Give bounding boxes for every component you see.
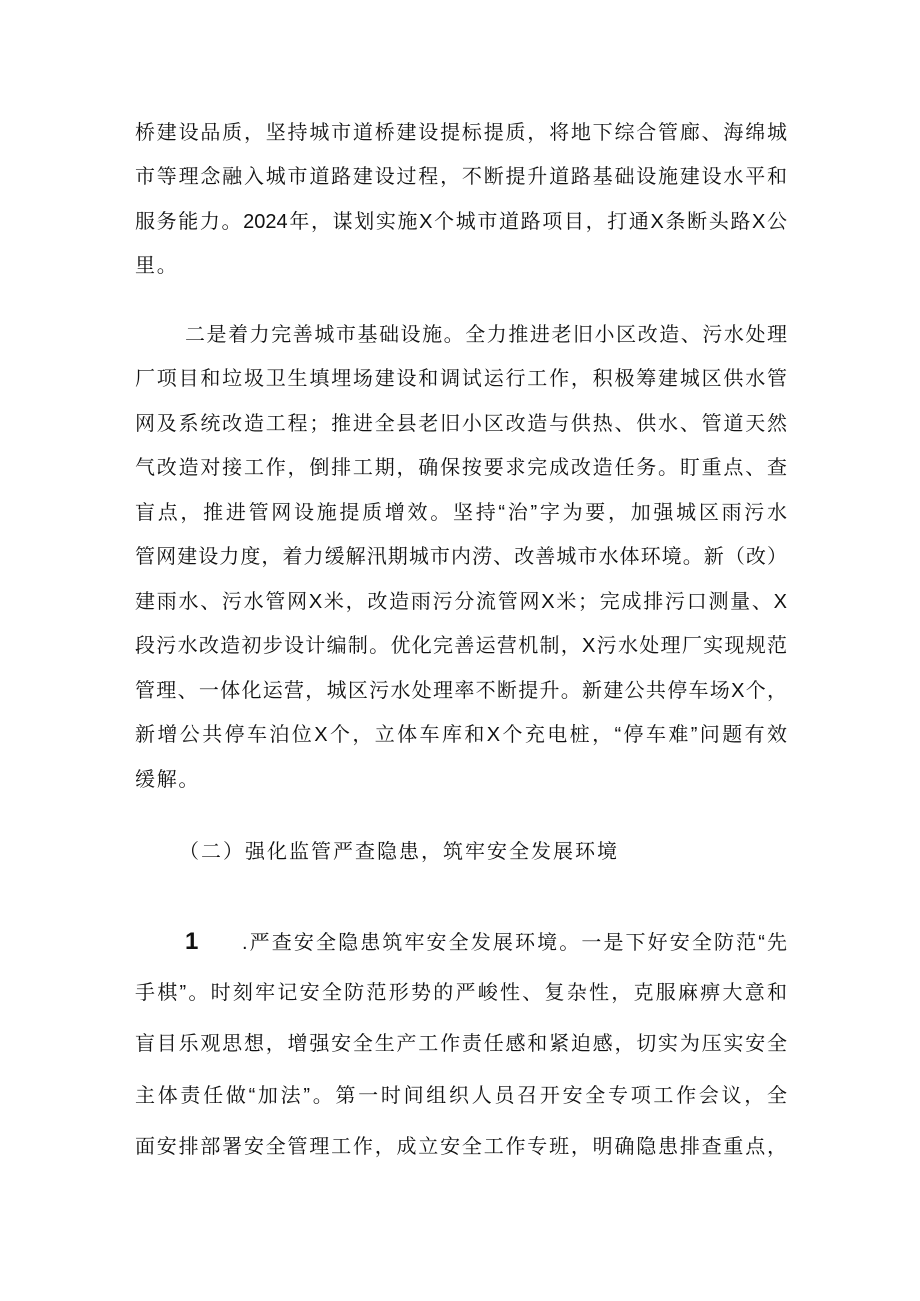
text-line: 网及系统改造工程；推进全县老旧小区改造与供热、供水、管道天然 xyxy=(135,412,787,435)
text-line: 缓解。 xyxy=(135,768,201,791)
text-line: 段污水改造初步设计编制。优化完善运营机制，X污水处理厂实现规范 xyxy=(135,635,787,658)
section-heading xyxy=(135,830,787,875)
text-line: 市等理念融入城市道路建设过程，不断提升道路基础设施建设水平和 xyxy=(135,166,787,189)
text-line: 盲目乐观思想，增强安全生产工作责任感和紧迫感，切实为压实安全 xyxy=(135,1033,787,1056)
paragraph-urban-infrastructure xyxy=(135,313,787,803)
text-line: 建雨水、污水管网X米，改造雨污分流管网X米；完成排污口测量、X xyxy=(135,590,787,613)
list-number: 1 xyxy=(185,928,199,956)
text-line: 盲点，推进管网设施提质增效。坚持“治”字为要，加强城区雨污水 xyxy=(135,501,787,524)
text-line: 二是着力完善城市基础设施。全力推进老旧小区改造、污水处理 xyxy=(185,323,787,346)
text-line: 管理、一体化运营，城区污水处理率不断提升。新建公共停车场X个， xyxy=(135,679,787,702)
text-line: 气改造对接工作，倒排工期，确保按要求完成改造任务。盯重点、查 xyxy=(135,457,787,480)
text-line: 管网建设力度，着力缓解汛期城市内涝、改善城市水体环境。新（改） xyxy=(135,546,787,569)
text-line: 厂项目和垃圾卫生填埋场建设和调试运行工作，积极筹建城区供水管 xyxy=(135,368,787,391)
section-heading-text: （二）强化监管严查隐患，筑牢安全发展环境 xyxy=(179,840,619,863)
text-line: 桥建设品质，坚持城市道桥建设提标提质，将地下综合管廊、海绵城 xyxy=(135,121,787,144)
text-line xyxy=(135,916,787,968)
list-item-safety-hazards xyxy=(135,916,787,1174)
list-item-first-line-text: .严查安全隐患筑牢安全发展环境。一是下好安全防范“先 xyxy=(242,932,787,955)
text-line: 手棋”。时刻牢记安全防范形势的严峻性、复杂性，克服麻痹大意和 xyxy=(135,981,787,1004)
text-line: 面安排部署安全管理工作，成立安全工作专班，明确隐患排查重点， xyxy=(135,1136,787,1159)
text-line: 新增公共停车泊位X个，立体车库和X个充电桩，“停车难”问题有效 xyxy=(135,724,787,747)
text-line: 服务能力。2024年，谋划实施X个城市道路项目，打通X条断头路X公 xyxy=(135,210,787,233)
paragraph-road-construction xyxy=(135,111,787,289)
text-line: 里。 xyxy=(135,255,179,278)
text-line: 主体责任做“加法”。第一时间组织人员召开安全专项工作会议，全 xyxy=(135,1084,787,1107)
